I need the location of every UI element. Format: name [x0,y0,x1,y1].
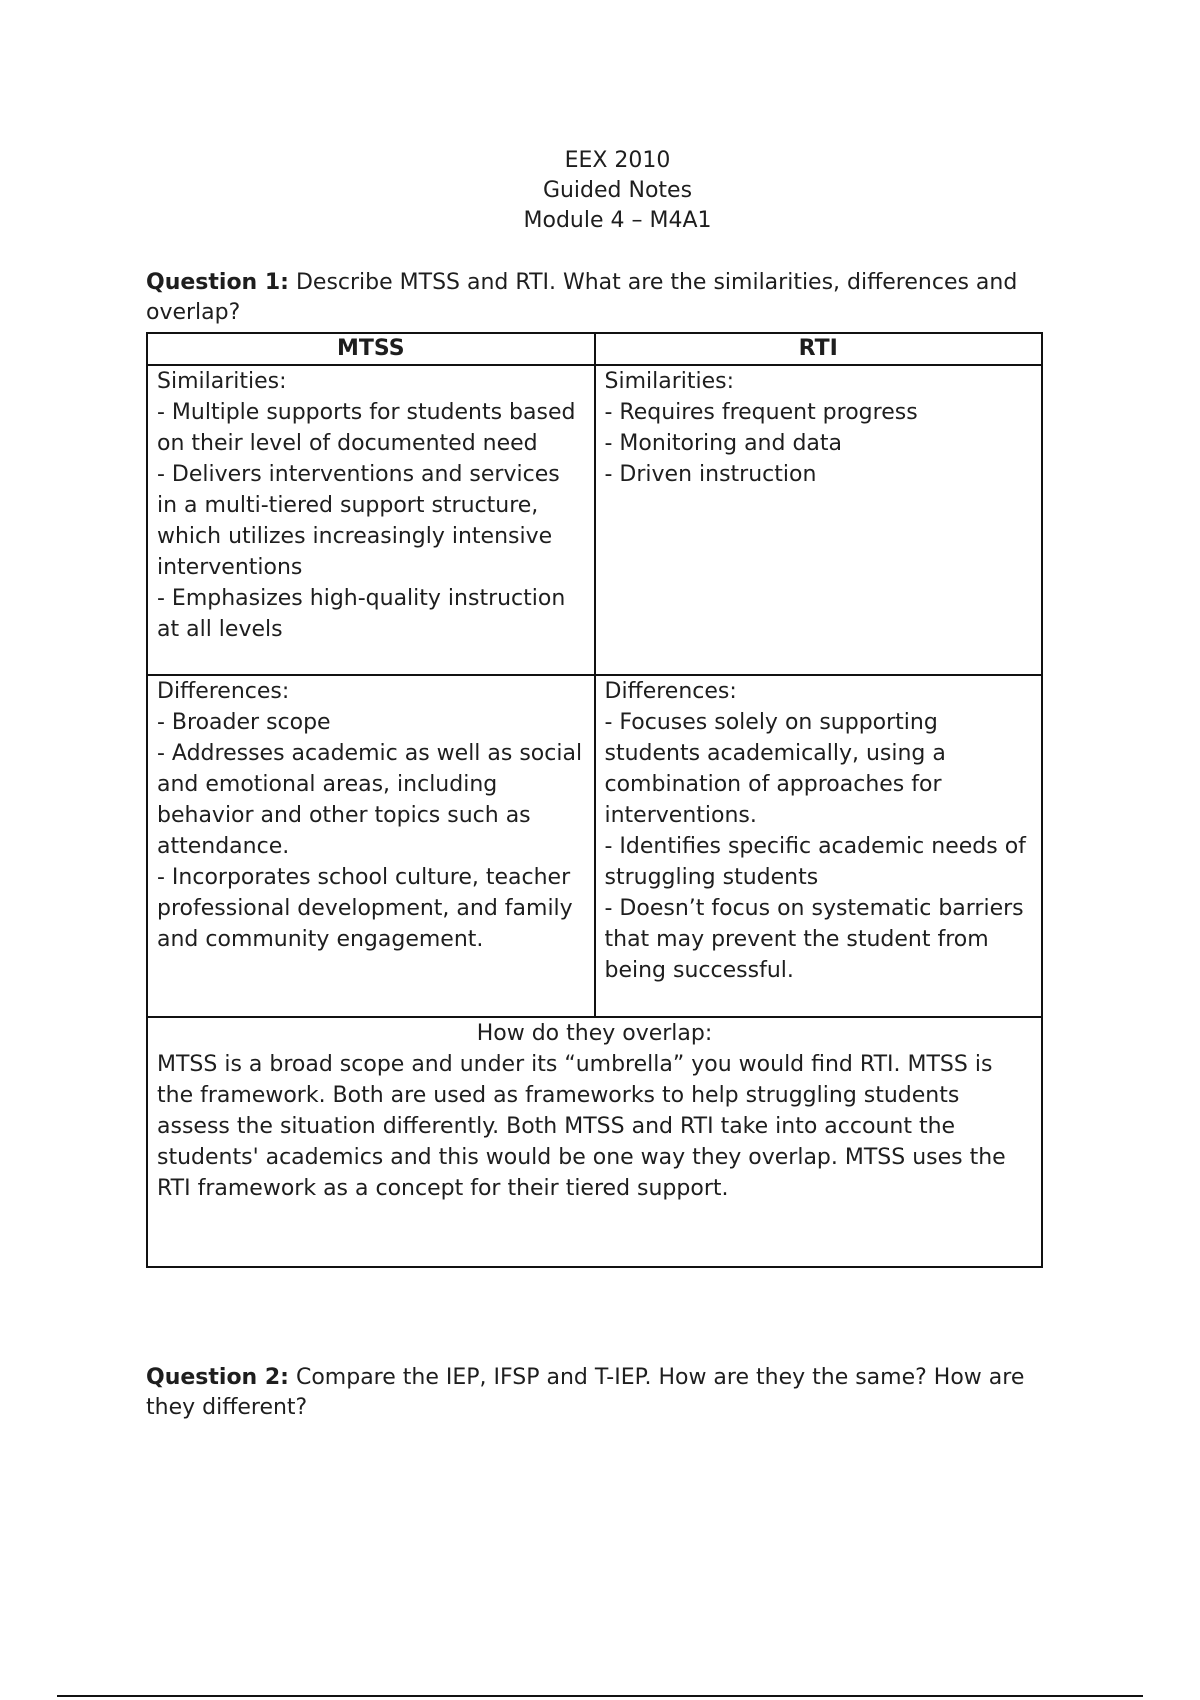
mtss-differences-cell [147,675,595,1017]
page-bottom-divider [57,1695,1143,1697]
question-1-text: Describe MTSS and RTI. What are the similarities, differences and overlap? [146,270,1018,325]
overlap-cell [147,1017,1042,1267]
similarities-row [147,365,1042,675]
rti-similarities-cell [595,365,1043,675]
document-subtitle: Guided Notes [542,178,693,203]
mtss-similarities-cell [147,365,595,675]
course-code: EEX 2010 [564,148,671,173]
rti-similarities-text: Similarities: - Requires frequent progress - Monitoring and data - Driven instruction [604,369,918,487]
rti-differences-cell [595,675,1043,1017]
mtss-column-header: MTSS [147,333,595,365]
mtss-similarities-text: Similarities: - Multiple supports for students based on their level of documented need - Delivers interventions and services in a multi-tiered support structure, which utilizes increasingly intensive interventions - Emphasizes high-quality instruction at all levels [157,369,576,642]
comparison-table [146,332,1043,1268]
differences-row [147,675,1042,1017]
overlap-text: MTSS is a broad scope and under its “umbrella” you would find RTI. MTSS is the framework. Both are used as frameworks to help struggling students assess the situation differently. Both MTSS and RTI take into account the students' academics and this would be one way they overlap. MTSS uses the RTI framework as a concept for their tiered support. [157,1052,1006,1201]
document-header [0,146,1200,236]
rti-column-header: RTI [595,333,1043,365]
question-1-label: Question 1: [146,270,289,295]
question-2-text: Compare the IEP, IFSP and T-IEP. How are they the same? How are they different? [146,1365,1025,1420]
mtss-differences-text: Differences: - Broader scope - Addresses academic as well as social and emotional areas, including behavior and other topics such as attendance. - Incorporates school culture, teacher professional development, and family and community engagement. [157,679,583,952]
overlap-title: How do they overlap: [476,1021,713,1046]
question-1 [146,268,1056,328]
table-header-row [147,333,1042,365]
question-2-label: Question 2: [146,1365,289,1390]
module-label: Module 4 – M4A1 [523,208,712,233]
question-2 [146,1363,1056,1423]
rti-differences-text: Differences: - Focuses solely on supporting students academically, using a combination of approaches for interventions. - Identifies specific academic needs of struggling students - Doesn’t focus on systematic barriers that may prevent the student from being successful. [604,679,1026,983]
overlap-row [147,1017,1042,1267]
